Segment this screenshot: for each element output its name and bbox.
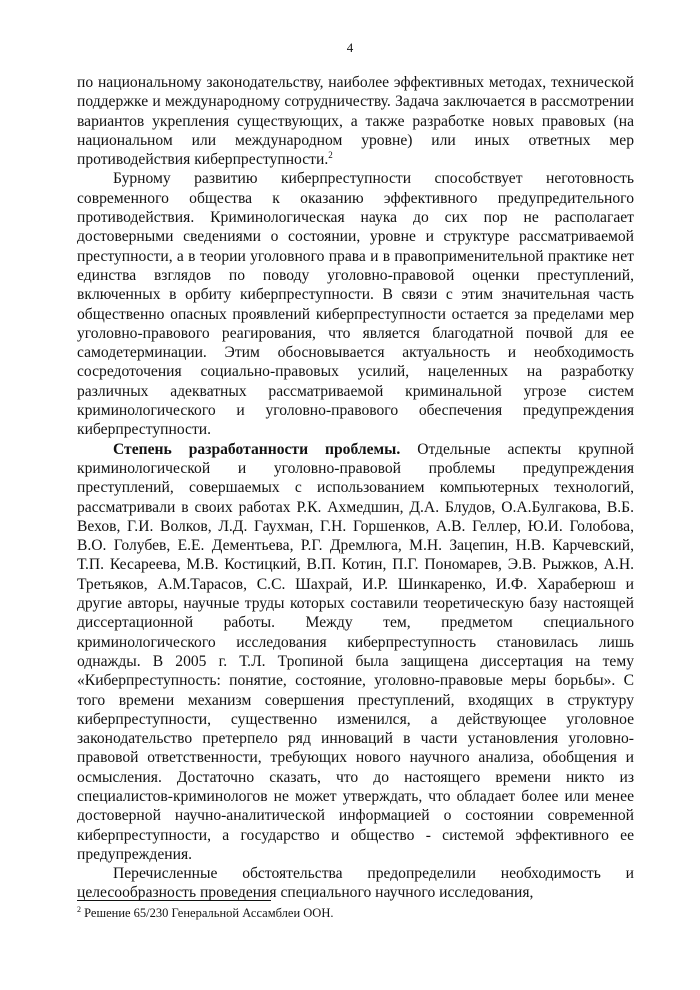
paragraph-3 [77,440,634,865]
body-text [77,73,634,903]
footnote-number: 2 [77,904,81,914]
footnote-ref-marker[interactable]: 2 [328,150,333,160]
paragraph-3-text: Отдельные аспекты крупной криминологической и уголовно-правовой проблемы предупреждения преступлений, совершаемых с использованием компьютерных технологий, рассматривали в своих работах Р.К. Ахмедшин, Д.А. Блудов, О.А.Булгакова, В.Б. Вехов, Г.И. Волков, Л.Д. Гаухман, Г.Н. Горшенков, А.В. Геллер, Ю.И. Голобова, В.О. Голубев, Е.Е. Дементьева, Р.Г. Дремлюга, М.Н. Зацепин, Н.В. Карчевский, Т.П. Кесареева, М.В. Костицкий, В.П. Котин, П.Г. Пономарев, Э.В. Рыжков, А.Н. Третьяков, А.М.Тарасов, С.С. Шахрай, И.Р. Шинкаренко, И.Ф. Хараберюш и другие авторы, научные труды которых составили теоретическую базу настоящей диссертационной работы. Между тем, предметом специального криминологического исследования киберпреступность становилась лишь однажды. В 2005 г. Т.Л. Тропиной была защищена диссертация на тему «Киберпреступность: понятие, состояние, уголовно-правовые меры борьбы». С того времени механизм совершения преступлений, входящих в структуру киберпреступности, существенно изменился, а действующее уголовное законодательство претерпело ряд инноваций в части установления уголовно-правовой ответственности, требующих нового научного анализа, обобщения и осмысления. Достаточно сказать, что до настоящего времени никто из специалистов-криминологов не может утверждать, что обладает более или менее достоверной научно-аналитической информацией о состоянии современной киберпреступности, а государство и общество - системой эффективного ее предупреждения. [77,440,634,863]
footnote-text: Решение 65/230 Генеральной Ассамблеи ООН. [84,906,334,920]
footnote [77,906,634,921]
section-lead-heading: Степень разработанности проблемы. [113,440,401,458]
paragraph-4 [77,864,634,903]
paragraph-1-text: по национальному законодательству, наиболее эффективных методах, технической поддержке и международному сотрудничеству. Задача заключается в рассмотрении вариантов укрепления существующих, а также разработке новых правовых (на национальном или международном уровне) или иных ответных мер противодействия киберпреступности. [77,74,634,169]
footnote-divider [77,900,271,901]
paragraph-2-text: Бурному развитию киберпреступности способствует неготовность современного общества к оказанию эффективного предупредительного противодействия. Криминологическая наука до сих пор не располагает достоверными сведениями о состоянии, уровне и структуре рассматриваемой преступности, а в теории уголовного права и в правоприменительной практике нет единства взглядов по поводу уголовно-правовой оценки преступлений, включенных в орбиту киберпреступности. В связи с этим значительная часть общественно опасных проявлений киберпреступности остается за пределами мер уголовно-правового реагирования, что является благодатной почвой для ее самодетерминации. Этим обосновывается актуальность и необходимость сосредоточения социально-правовых усилий, нацеленных на разработку различных адекватных рассматриваемой криминальной угрозе систем криминологического и уголовно-правового обеспечения предупреждения киберпреступности. [77,170,634,439]
page-number: 4 [346,40,354,55]
paragraph-4-text: Перечисленные обстоятельства предопределили необходимость и целесообразность проведения специального научного исследования, [77,865,634,902]
paragraph-2 [77,169,634,439]
paragraph-1 [77,73,634,169]
